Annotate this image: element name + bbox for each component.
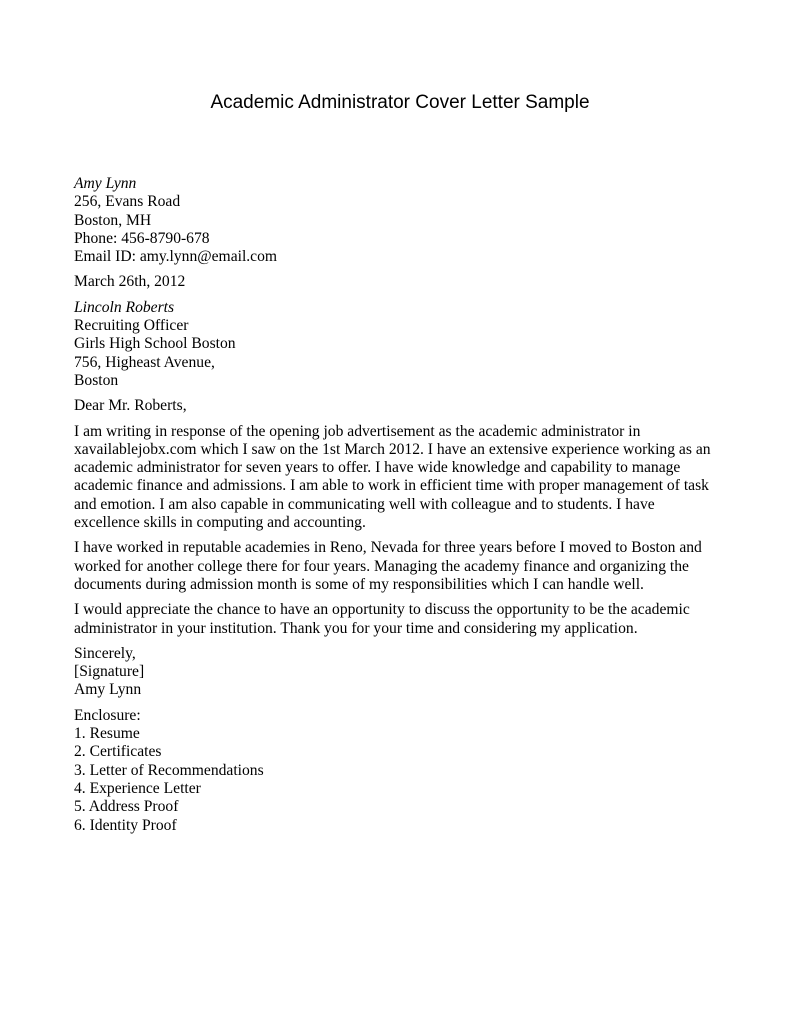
salutation-block [74, 397, 734, 415]
signature-placeholder: [Signature] [74, 663, 145, 681]
body-paragraph-3 [74, 601, 734, 638]
paragraph-line: and emotion. I am also capable in communicating well with colleague and to students. I have [74, 495, 655, 513]
sender-email: Email ID: amy.lynn@email.com [74, 248, 278, 266]
enclosure-item: 1. Resume [74, 725, 140, 743]
paragraph-line: administrator in your institution. Thank you for your time and considering my application. [74, 619, 638, 637]
closing-name: Amy Lynn [74, 681, 142, 699]
paragraph-line: worked for another college there for four years. Managing the academy finance and organizing the [74, 557, 689, 575]
paragraph-line: I have worked in reputable academies in Reno, Nevada for three years before I moved to Boston and [74, 539, 702, 557]
enclosure-item: 4. Experience Letter [74, 779, 201, 797]
sender-address [74, 175, 734, 266]
letter-date-block [74, 273, 734, 291]
sender-street: 256, Evans Road [74, 193, 181, 211]
enclosure-block [74, 707, 734, 835]
document-title: Academic Administrator Cover Letter Sample [210, 92, 590, 113]
enclosure-heading: Enclosure: [74, 706, 141, 724]
sender-name: Amy Lynn [74, 175, 137, 192]
closing-block [74, 645, 734, 700]
recipient-street: 756, Higheast Avenue, [74, 353, 215, 371]
letter-date: March 26th, 2012 [74, 273, 186, 291]
recipient-name: Lincoln Roberts [74, 298, 175, 316]
body-paragraph-2 [74, 539, 734, 594]
paragraph-line: academic finance and admissions. I am able to work in efficient time with proper management of task [74, 477, 709, 495]
enclosure-item: 6. Identity Proof [74, 816, 177, 834]
paragraph-line: academic administrator for seven years to offer. I have wide knowledge and capability to manage [74, 459, 681, 477]
paragraph-line: I would appreciate the chance to have an opportunity to discuss the opportunity to be the academic [74, 601, 690, 619]
enclosure-item: 3. Letter of Recommendations [74, 761, 264, 779]
paragraph-line: excellence skills in computing and accounting. [74, 514, 366, 532]
valediction: Sincerely, [74, 644, 136, 662]
paragraph-line: documents during admission month is some of my responsibilities which I can handle well. [74, 575, 644, 593]
recipient-city: Boston [74, 371, 119, 389]
recipient-address [74, 299, 734, 390]
enclosure-item: 5. Address Proof [74, 798, 179, 816]
salutation: Dear Mr. Roberts, [74, 397, 187, 415]
recipient-organization: Girls High School Boston [74, 335, 236, 353]
paragraph-line: I am writing in response of the opening job advertisement as the academic administrator in [74, 422, 641, 440]
body-paragraph-1 [74, 423, 734, 533]
paragraph-line: xavailablejobx.com which I saw on the 1st March 2012. I have an extensive experience working as an [74, 440, 711, 458]
sender-phone: Phone: 456-8790-678 [74, 229, 210, 247]
sender-city: Boston, MH [74, 211, 152, 229]
letter-body [74, 175, 734, 835]
enclosure-item: 2. Certificates [74, 743, 162, 761]
recipient-title: Recruiting Officer [74, 317, 189, 335]
